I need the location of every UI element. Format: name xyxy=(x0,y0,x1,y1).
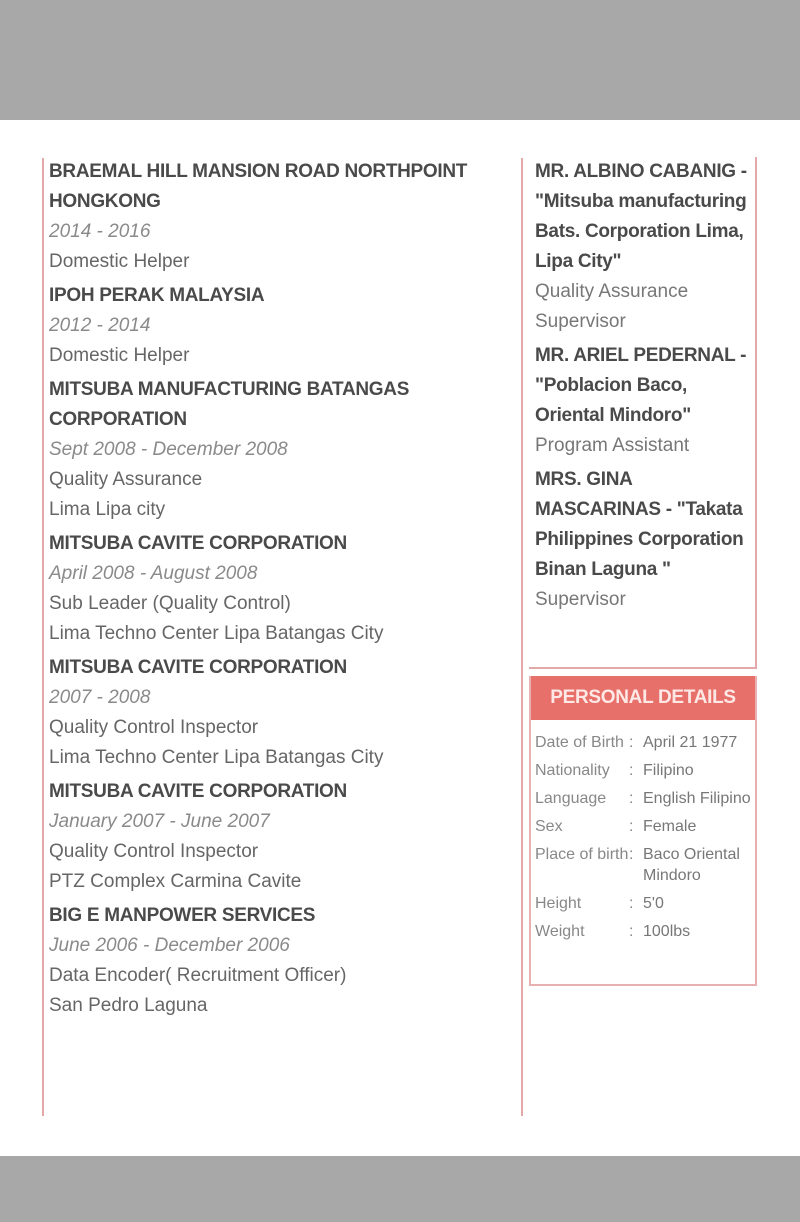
detail-value: 100lbs xyxy=(643,923,691,940)
experience-column xyxy=(49,157,509,1025)
detail-value: 5'0 xyxy=(643,895,664,912)
middle-divider xyxy=(521,158,523,1116)
job-dates: 2007 - 2008 xyxy=(49,687,151,708)
reference-role: Program Assistant xyxy=(535,435,690,456)
reference-role: Supervisor xyxy=(535,589,626,610)
detail-value: Female xyxy=(643,818,697,835)
reference-name: MRS. GINA MASCARINAS - "Takata Philippines Corporation Binan Laguna " xyxy=(535,469,744,580)
detail-row-date-of-birth xyxy=(535,732,755,753)
detail-row-nationality xyxy=(535,760,755,781)
detail-label: Height xyxy=(535,895,582,912)
detail-label: Sex xyxy=(535,818,563,835)
job-dates: January 2007 - June 2007 xyxy=(49,811,270,832)
detail-row-sex xyxy=(535,816,755,837)
detail-colon: : xyxy=(629,818,634,835)
detail-colon: : xyxy=(629,734,634,751)
company-name: BRAEMAL HILL MANSION ROAD NORTHPOINT HONGKONG xyxy=(49,161,468,212)
left-divider xyxy=(42,158,44,1116)
company-name: MITSUBA CAVITE CORPORATION xyxy=(49,657,347,678)
job-title: Domestic Helper xyxy=(49,251,190,272)
personal-details-panel xyxy=(529,676,757,986)
detail-label: Nationality xyxy=(535,762,610,779)
experience-item xyxy=(49,901,509,1021)
job-location: San Pedro Laguna xyxy=(49,995,208,1016)
detail-row-place-of-birth xyxy=(535,844,755,886)
experience-item xyxy=(49,529,509,649)
reference-role: Quality Assurance Supervisor xyxy=(535,281,689,332)
detail-value: April 21 1977 xyxy=(643,734,738,751)
job-location: Lima Lipa city xyxy=(49,499,166,520)
company-name: IPOH PERAK MALAYSIA xyxy=(49,285,265,306)
experience-item xyxy=(49,157,509,277)
detail-label: Weight xyxy=(535,923,585,940)
references-panel xyxy=(529,157,757,669)
experience-item xyxy=(49,281,509,371)
detail-value: English Filipino xyxy=(643,790,751,807)
company-name: MITSUBA CAVITE CORPORATION xyxy=(49,533,347,554)
job-location: PTZ Complex Carmina Cavite xyxy=(49,871,302,892)
reference-item xyxy=(535,341,755,461)
company-name: BIG E MANPOWER SERVICES xyxy=(49,905,316,926)
detail-colon: : xyxy=(629,762,634,779)
job-title: Quality Control Inspector xyxy=(49,717,259,738)
company-name: MITSUBA CAVITE CORPORATION xyxy=(49,781,347,802)
detail-colon: : xyxy=(629,846,634,863)
detail-label: Date of Birth xyxy=(535,734,624,751)
company-name: MITSUBA MANUFACTURING BATANGAS CORPORATION xyxy=(49,379,410,430)
job-dates: April 2008 - August 2008 xyxy=(49,563,258,584)
job-dates: 2012 - 2014 xyxy=(49,315,151,336)
detail-row-language xyxy=(535,788,755,809)
detail-value: Baco Oriental Mindoro xyxy=(643,846,740,884)
job-dates: June 2006 - December 2006 xyxy=(49,935,290,956)
job-title: Domestic Helper xyxy=(49,345,190,366)
reference-item xyxy=(535,465,755,615)
detail-colon: : xyxy=(629,923,634,940)
personal-details-table xyxy=(531,732,755,942)
top-gray-band xyxy=(0,0,800,120)
reference-name: MR. ARIEL PEDERNAL - "Poblacion Baco, Oriental Mindoro" xyxy=(535,345,747,426)
detail-row-height xyxy=(535,893,755,914)
job-title: Data Encoder( Recruitment Officer) xyxy=(49,965,347,986)
detail-value: Filipino xyxy=(643,762,694,779)
job-title: Quality Assurance xyxy=(49,469,203,490)
detail-row-weight xyxy=(535,921,755,942)
reference-name: MR. ALBINO CABANIG - "Mitsuba manufacturing Bats. Corporation Lima, Lipa City" xyxy=(535,161,747,272)
personal-details-heading: PERSONAL DETAILS xyxy=(531,676,755,720)
job-dates: Sept 2008 - December 2008 xyxy=(49,439,288,460)
job-title: Quality Control Inspector xyxy=(49,841,259,862)
bottom-gray-band xyxy=(0,1156,800,1222)
job-location: Lima Techno Center Lipa Batangas City xyxy=(49,623,384,644)
detail-label: Language xyxy=(535,790,607,807)
job-location: Lima Techno Center Lipa Batangas City xyxy=(49,747,384,768)
job-dates: 2014 - 2016 xyxy=(49,221,151,242)
job-title: Sub Leader (Quality Control) xyxy=(49,593,291,614)
detail-colon: : xyxy=(629,790,634,807)
reference-item xyxy=(535,157,755,337)
experience-item xyxy=(49,777,509,897)
detail-colon: : xyxy=(629,895,634,912)
experience-item xyxy=(49,653,509,773)
detail-label: Place of birth xyxy=(535,846,629,863)
experience-item xyxy=(49,375,509,525)
